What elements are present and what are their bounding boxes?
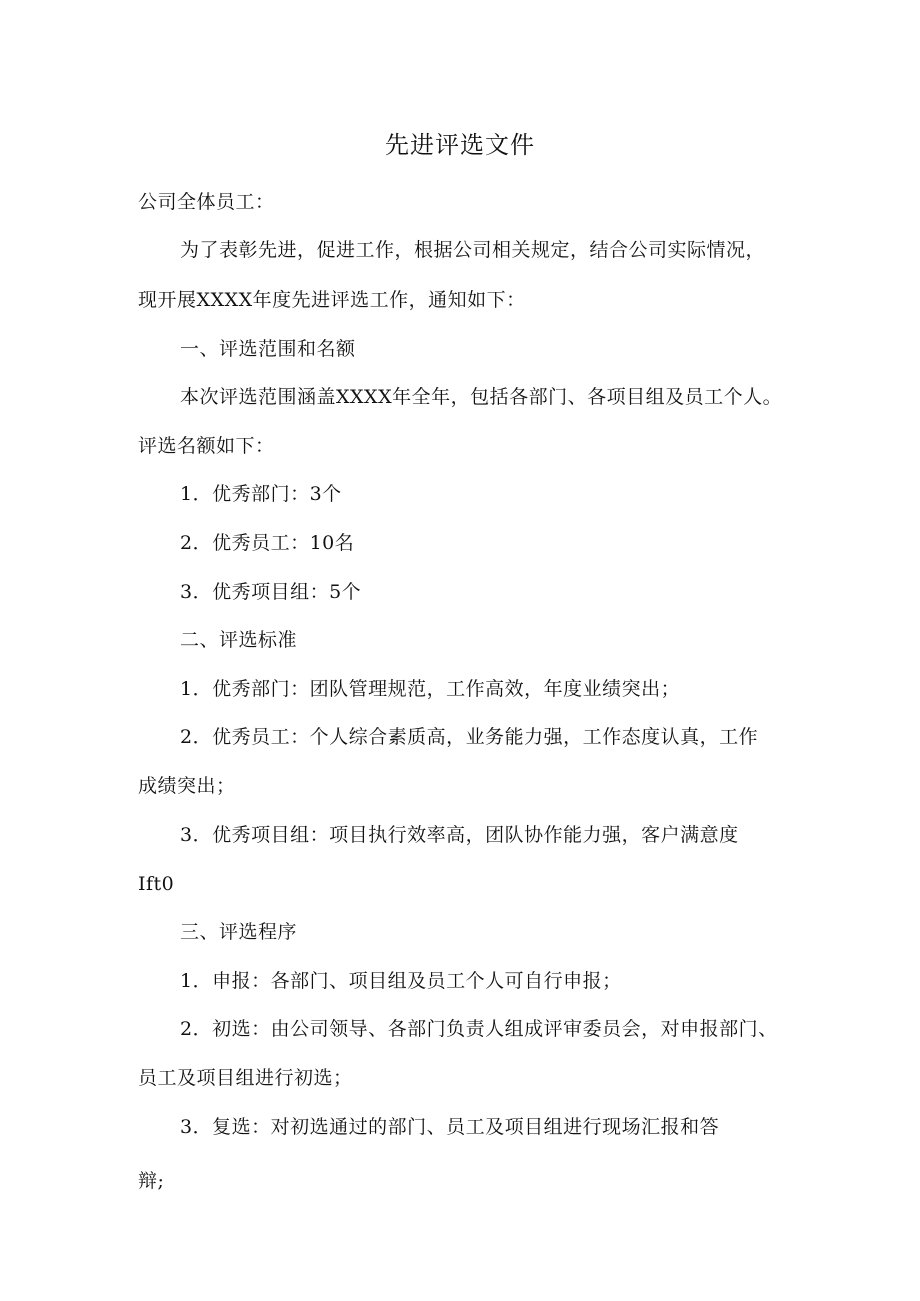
quota-item-2: 2．优秀员工：10名 <box>180 532 355 554</box>
criteria-item-3-line-2: Ift0 <box>138 873 175 895</box>
document-title: 先进评选文件 <box>385 131 535 159</box>
scope-line-2: 评选名额如下： <box>138 435 275 457</box>
criteria-item-3-line-1: 3．优秀项目组：项目执行效率高，团队协作能力强，客户满意度 <box>180 824 739 846</box>
procedure-item-3-line-1: 3．复选：对初选通过的部门、员工及项目组进行现场汇报和答 <box>180 1116 720 1138</box>
quota-item-1: 1．优秀部门：3个 <box>180 483 342 505</box>
criteria-item-2-line-2: 成绩突出； <box>138 775 236 797</box>
procedure-item-2-line-2: 员工及项目组进行初选； <box>138 1067 353 1089</box>
procedure-item-2-line-1: 2．初选：由公司领导、各部门负责人组成评审委员会，对申报部门、 <box>180 1018 778 1040</box>
section-heading-3: 三、评选程序 <box>180 921 298 943</box>
section-heading-2: 二、评选标准 <box>180 629 298 651</box>
intro-line-2: 现开展XXXX年度先进评选工作，通知如下： <box>138 289 526 311</box>
procedure-item-1: 1．申报：各部门、项目组及员工个人可自行申报； <box>180 970 622 992</box>
scope-line-1: 本次评选范围涵盖XXXX年全年，包括各部门、各项目组及员工个人。 <box>180 386 783 408</box>
section-heading-1: 一、评选范围和名额 <box>180 338 356 360</box>
quota-item-3: 3．优秀项目组：5个 <box>180 581 362 603</box>
intro-line-1: 为了表彰先进，促进工作，根据公司相关规定，结合公司实际情况， <box>180 239 766 261</box>
criteria-item-2-line-1: 2．优秀员工：个人综合素质高，业务能力强，工作态度认真，工作 <box>180 726 759 748</box>
procedure-item-3-line-2: 辩; <box>138 1170 165 1192</box>
criteria-item-1: 1．优秀部门：团队管理规范，工作高效，年度业绩突出； <box>180 678 681 700</box>
salutation: 公司全体员工： <box>138 191 275 213</box>
